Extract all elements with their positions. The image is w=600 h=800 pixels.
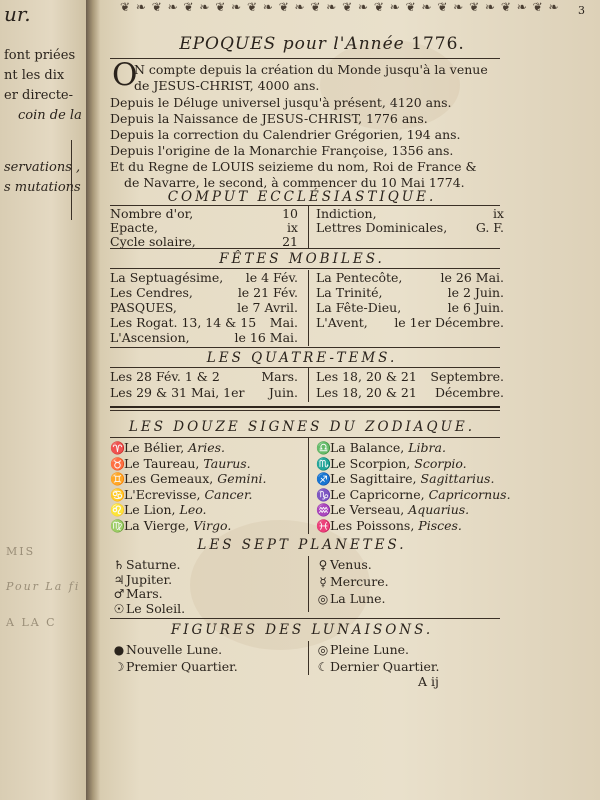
right-value: ix <box>492 206 504 221</box>
zodiac-left <box>110 471 306 487</box>
left-fragment: nt les dix <box>4 68 65 83</box>
planet-item <box>112 601 185 616</box>
left-fragment: servations , <box>4 160 81 175</box>
zodiac-latin: Taurus. <box>203 455 251 471</box>
lunar-phase-item <box>112 659 238 674</box>
intro-line: Depuis la correction du Calendrier Grégorien, 194 ans. <box>110 127 461 142</box>
left-label: Les 29 & 31 Mai, 1er <box>110 385 245 400</box>
left-label: Nombre d'or, <box>110 206 194 221</box>
zodiac-latin: Aries. <box>188 440 226 455</box>
left-label: PASQUES, <box>110 300 177 315</box>
zodiac-row <box>110 486 511 503</box>
zodiac-right <box>316 456 504 472</box>
planet-symbol-icon: ♃ <box>113 572 125 587</box>
table-row <box>110 300 504 316</box>
zodiac-sign-icon: ♈ <box>110 441 125 455</box>
zodiac-name: La Balance, <box>330 440 405 455</box>
section-heading: FIGURES DES LUNAISONS. <box>170 622 434 638</box>
zodiac-left <box>110 502 306 518</box>
right-cell <box>316 385 504 401</box>
left-value: 21 <box>282 234 298 249</box>
left-fragment: ur. <box>4 2 31 26</box>
zodiac-latin: Gemini. <box>217 471 267 486</box>
zodiac-sign-icon: ♒ <box>316 503 331 517</box>
intro-line: N compte depuis la création du Monde jusqu'à la venue <box>134 62 488 77</box>
zodiac-sign-icon: ♑ <box>316 487 331 502</box>
column-rule <box>308 556 309 612</box>
left-label: Les Rogat. 13, 14 & 15 <box>110 315 257 330</box>
right-cell <box>316 285 504 301</box>
section-rule-double <box>110 410 500 411</box>
left-cell <box>110 369 306 385</box>
zodiac-left <box>110 440 306 456</box>
zodiac-sign-icon: ♍ <box>110 518 125 533</box>
left-label: Epacte, <box>110 220 158 235</box>
zodiac-latin: Scorpio. <box>414 455 467 471</box>
right-value: le 1er Décembre. <box>394 315 504 330</box>
left-cell <box>110 285 306 301</box>
right-cell <box>316 300 504 316</box>
section-rule <box>110 347 500 348</box>
zodiac-latin: Libra. <box>408 440 446 455</box>
right-cell <box>316 270 504 286</box>
left-faded-text: Pour La fi <box>6 580 81 593</box>
zodiac-latin: Capricornus. <box>428 486 511 502</box>
left-cell <box>110 270 306 286</box>
column-rule <box>308 641 309 675</box>
left-faded-text: A LA C <box>6 616 57 629</box>
zodiac-name: La Vierge, <box>124 517 190 533</box>
zodiac-row <box>110 518 504 534</box>
table-row <box>110 315 504 331</box>
right-value: Septembre. <box>430 369 504 384</box>
planet-name: La Lune. <box>330 591 386 606</box>
left-cell <box>110 315 306 331</box>
planet-name: Jupiter. <box>126 571 173 587</box>
zodiac-latin: Leo. <box>179 502 207 517</box>
left-value: 10 <box>282 206 298 221</box>
section-rule <box>110 268 500 269</box>
lunar-phase-name: Dernier Quartier. <box>330 659 440 674</box>
planet-item <box>112 586 163 601</box>
ornament-row: ❦ ❧ ❦ ❧ ❦ ❧ ❦ ❧ ❦ ❧ ❦ ❧ ❦ ❧ ❦ ❧ ❦ ❧ ❦ ❧ ❦ ❧ ❦ ❧ ❦ ❧ ❦ ❧ <box>120 0 560 14</box>
title-main: EPOQUES pour l'Année <box>179 34 405 54</box>
planet-symbol-icon: ☉ <box>113 601 125 616</box>
right-cell <box>316 369 504 385</box>
zodiac-sign-icon: ♉ <box>110 456 125 471</box>
section-heading: LES SEPT PLANETES. <box>197 537 407 553</box>
left-value: Mai. <box>269 315 298 330</box>
zodiac-sign-icon: ♏ <box>316 456 331 471</box>
planet-item <box>112 557 181 572</box>
zodiac-latin: Aquarius. <box>408 502 470 517</box>
zodiac-sign-icon: ♋ <box>110 487 125 502</box>
intro-line: de JESUS-CHRIST, 4000 ans. <box>134 78 320 93</box>
left-value: le 16 Mai. <box>234 330 298 345</box>
lunar-phase-name: Pleine Lune. <box>330 642 409 657</box>
zodiac-name: Le Verseau, <box>330 502 405 517</box>
planet-item <box>112 572 172 587</box>
right-value: le 6 Juin. <box>447 300 504 315</box>
table-row <box>110 385 504 401</box>
intro-line: Depuis le Déluge universel jusqu'à présent, 4120 ans. <box>110 95 452 110</box>
zodiac-name: Le Sagittaire, <box>330 471 417 486</box>
zodiac-right <box>316 486 511 503</box>
facing-page <box>0 0 86 800</box>
zodiac-left <box>110 487 306 503</box>
moon-phase-icon: ☾ <box>317 660 329 674</box>
intro-line: Et du Regne de LOUIS seizieme du nom, Roi de France & <box>110 159 477 174</box>
planet-name: Venus. <box>330 557 372 572</box>
section-rule <box>110 618 500 619</box>
zodiac-right <box>316 440 504 456</box>
table-row <box>110 270 504 286</box>
book-gutter <box>86 0 100 800</box>
left-cell <box>110 385 306 401</box>
zodiac-row <box>110 471 504 487</box>
title-year: 1776. <box>411 34 465 54</box>
section-heading: COMPUT ECCLÉSIASTIQUE. <box>167 189 437 205</box>
planet-name: Saturne. <box>126 557 181 572</box>
signature-mark: A ij <box>418 674 439 689</box>
right-value: le 2 Juin. <box>447 285 504 300</box>
planet-name: Mars. <box>126 586 163 601</box>
moon-phase-icon: ● <box>113 643 125 657</box>
zodiac-name: Le Capricorne, <box>330 486 425 502</box>
right-label: La Trinité, <box>316 285 383 300</box>
zodiac-right <box>316 502 504 518</box>
right-label: La Pentecôte, <box>316 270 403 285</box>
planet-symbol-icon: ♀ <box>318 558 328 572</box>
section-rule <box>110 437 500 438</box>
left-value: Juin. <box>268 385 298 400</box>
zodiac-name: L'Ecrevisse, <box>124 486 201 502</box>
left-label: Cycle solaire, <box>110 234 196 249</box>
left-value: le 4 Fév. <box>245 270 298 285</box>
planet-symbol-icon: ♂ <box>113 587 125 601</box>
left-label: L'Ascension, <box>110 330 190 345</box>
lunar-phase-item <box>112 642 222 657</box>
zodiac-latin: Virgo. <box>193 517 232 533</box>
zodiac-left <box>110 518 306 534</box>
planet-item <box>316 557 372 572</box>
zodiac-left <box>110 456 306 472</box>
left-faded-text: MIS <box>6 545 36 558</box>
moon-phase-icon: ☽ <box>113 660 125 674</box>
planet-name: Le Soleil. <box>126 600 186 616</box>
left-label: Les Cendres, <box>110 285 193 300</box>
planet-symbol-icon: ◎ <box>317 592 329 606</box>
section-rule <box>110 248 500 249</box>
planet-name: Mercure. <box>330 574 389 589</box>
zodiac-sign-icon: ♌ <box>110 503 125 517</box>
zodiac-name: Le Lion, <box>124 502 176 517</box>
left-cell <box>110 300 306 316</box>
left-label: La Septuagésime, <box>110 270 224 285</box>
left-fragment: coin de la <box>18 108 82 123</box>
zodiac-name: Les Gemeaux, <box>124 471 214 486</box>
section-rule-double <box>110 406 500 408</box>
table-row <box>110 285 504 301</box>
zodiac-sign-icon: ♎ <box>316 441 331 455</box>
zodiac-right <box>316 471 504 487</box>
right-label: Indiction, <box>316 206 377 221</box>
section-rule <box>110 367 500 368</box>
zodiac-row <box>110 456 504 472</box>
zodiac-sign-icon: ♊ <box>110 472 125 486</box>
planet-symbol-icon: ☿ <box>319 575 327 589</box>
right-label: L'Avent, <box>316 315 368 330</box>
zodiac-latin: Cancer. <box>204 486 253 502</box>
lunar-phase-item <box>316 659 440 674</box>
ornament-band <box>120 0 560 16</box>
zodiac-latin: Sagittarius. <box>420 471 495 486</box>
right-value: le 26 Mai. <box>440 270 504 285</box>
table-row <box>110 369 504 385</box>
zodiac-name: Le Bélier, <box>124 440 185 455</box>
intro-line: Depuis la Naissance de JESUS-CHRIST, 1776 ans. <box>110 111 428 126</box>
title-rule <box>110 58 500 59</box>
right-value: Décembre. <box>434 385 504 400</box>
drop-cap: O <box>112 57 138 93</box>
left-label: Les 28 Fév. 1 & 2 <box>110 369 220 384</box>
zodiac-right <box>316 518 504 534</box>
left-fragment: er directe- <box>4 88 74 103</box>
section-heading: FÊTES MOBILES. <box>219 251 385 267</box>
zodiac-sign-icon: ♓ <box>316 518 331 533</box>
right-cell <box>316 315 504 331</box>
left-value: le 21 Fév. <box>237 285 298 300</box>
zodiac-row <box>110 440 504 456</box>
moon-phase-icon: ◎ <box>317 643 329 657</box>
lunar-phase-item <box>316 642 409 657</box>
right-label: La Fête-Dieu, <box>316 300 402 315</box>
lunar-phase-name: Premier Quartier. <box>126 659 238 674</box>
planet-symbol-icon: ♄ <box>113 558 125 572</box>
right-label: Lettres Dominicales, <box>316 220 448 235</box>
right-label: Les 18, 20 & 21 <box>316 369 417 384</box>
table-row <box>110 330 504 346</box>
zodiac-name: Le Taureau, <box>124 455 200 471</box>
zodiac-sign-icon: ♐ <box>316 472 331 486</box>
planet-item <box>316 591 386 606</box>
almanac-page <box>100 0 600 800</box>
section-heading: LES DOUZE SIGNES DU ZODIAQUE. <box>128 419 476 435</box>
right-value: G. F. <box>475 220 504 235</box>
zodiac-row <box>110 502 504 518</box>
left-value: Mars. <box>261 369 298 384</box>
zodiac-name: Les Poissons, <box>330 517 415 533</box>
intro-line: Depuis l'origine de la Monarchie Françoise, 1356 ans. <box>110 143 454 158</box>
left-fragment: s mutations <box>4 180 81 195</box>
intro-line: de Navarre, le second, à commencer du 10 Mai 1774. <box>124 175 465 190</box>
section-heading: LES QUATRE-TEMS. <box>206 350 398 366</box>
left-fragment: font priées <box>4 48 76 63</box>
left-value: le 7 Avril. <box>237 300 298 315</box>
right-label: Les 18, 20 & 21 <box>316 385 417 400</box>
zodiac-name: Le Scorpion, <box>330 455 411 471</box>
zodiac-latin: Pisces. <box>418 517 462 533</box>
planet-item <box>316 574 389 589</box>
page-title <box>142 34 502 54</box>
page-number: 3 <box>578 4 585 17</box>
left-value: ix <box>286 220 298 235</box>
left-cell <box>110 330 306 346</box>
lunar-phase-name: Nouvelle Lune. <box>126 642 223 657</box>
